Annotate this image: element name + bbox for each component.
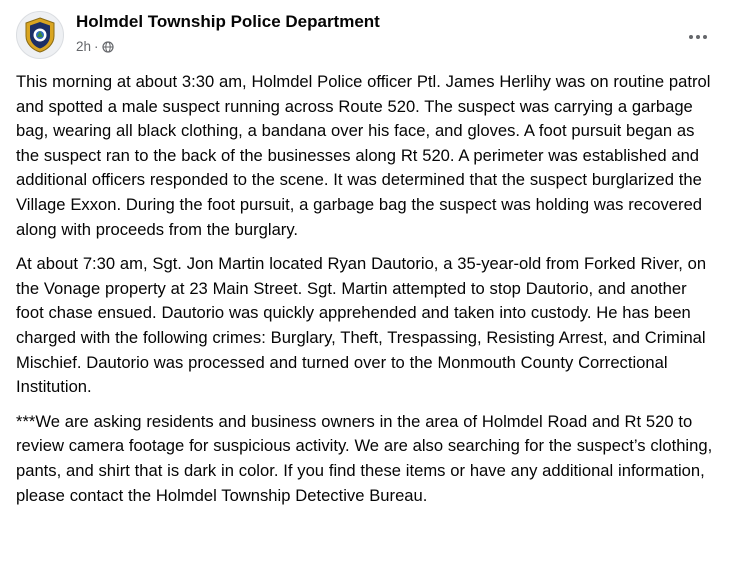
post-header (16, 11, 716, 63)
post-paragraph: At about 7:30 am, Sgt. Jon Martin located Ryan Dautorio, a 35-year-old from Forked River, on the Vonage property at 23 Main Street. Sgt. Martin attempted to stop Dautorio, and another foot chase ensued. Dautorio was quickly apprehended and taken into custody. He has been charged with the following crimes: Burglary, Theft, Trespassing, Resisting Arrest, and Criminal Mischief. Dautorio was processed and turned over to the Monmouth County Correctional Institution. (16, 254, 707, 397)
post-paragraph: ***We are asking residents and business owners in the area of Holmdel Road and Rt 520 to review camera footage for suspicious activity. We are also searching for the suspect’s clothing, pants, and shirt that is dark in color. If you find these items or have any additional information, please contact the Holmdel Township Detective Bureau. (16, 411, 713, 505)
post-meta (76, 39, 114, 54)
police-badge-icon (21, 16, 59, 54)
avatar[interactable] (16, 11, 64, 59)
globe-icon[interactable] (102, 41, 114, 53)
post-paragraph: This morning at about 3:30 am, Holmdel Police officer Ptl. James Herlihy was on routine patrol and spotted a male suspect running across Route 520. The suspect was carrying a garbage bag, wearing all black clothing, a bandana over his face, and gloves. A foot pursuit began as the suspect ran to the back of the businesses along Rt 520. A perimeter was established and additional officers responded to the scene. It was determined that the suspect burglarized the Village Exxon. During the foot pursuit, a garbage bag the suspect was holding was recovered along with proceeds from the burglary. (16, 72, 711, 239)
more-options-button[interactable] (680, 19, 716, 55)
post-time[interactable]: 2h (76, 39, 92, 54)
meta-separator: · (94, 39, 99, 54)
more-horizontal-icon (688, 34, 708, 40)
page-name-link[interactable]: Holmdel Township Police Department (76, 12, 380, 31)
post-body (16, 70, 718, 518)
